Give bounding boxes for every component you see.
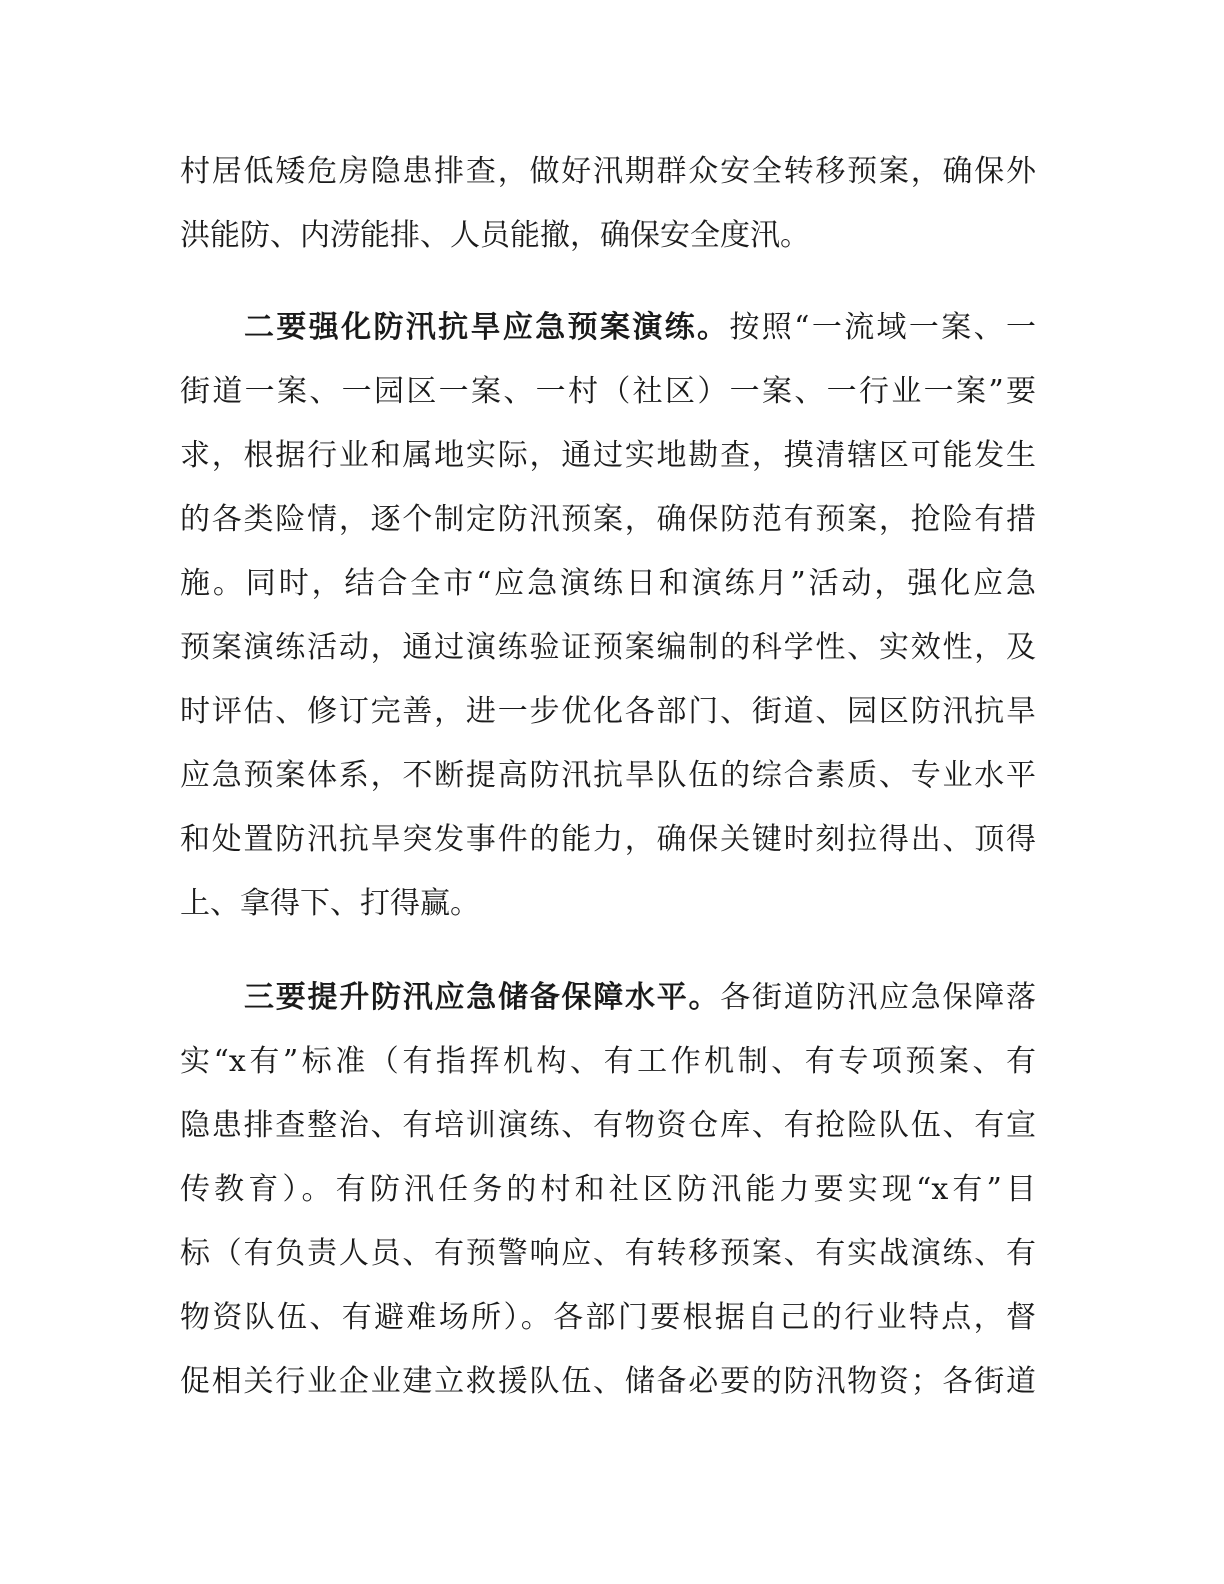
paragraph-2-line-7: 时评估、修订完善，进一步优化各部门、街道、园区防汛抗旱 — [180, 694, 1036, 729]
paragraph-2-line-5: 施。同时，结合全市“应急演练日和演练月”活动，强化应急 — [180, 566, 1036, 601]
paragraph-3-line-6: 物资队伍、有避难场所）。各部门要根据自己的行业特点，督 — [180, 1300, 1036, 1335]
paragraph-2-line-4: 的各类险情，逐个制定防汛预案，确保防范有预案，抢险有措 — [180, 502, 1036, 537]
paragraph-1-line-1: 村居低矮危房隐患排查，做好汛期群众安全转移预案，确保外 — [180, 154, 1036, 189]
paragraph-2-line-1 — [244, 308, 1036, 348]
paragraph-2-heading: 二要强化防汛抗旱应急预案演练。 — [244, 310, 730, 345]
paragraph-2-line-6: 预案演练活动，通过演练验证预案编制的科学性、实效性，及 — [180, 630, 1036, 665]
paragraph-3-line-2: 实“x有”标准（有指挥机构、有工作机制、有专项预案、有 — [180, 1044, 1036, 1079]
paragraph-2-line-9: 和处置防汛抗旱突发事件的能力，确保关键时刻拉得出、顶得 — [180, 822, 1036, 857]
paragraph-2-line-2: 街道一案、一园区一案、一村（社区）一案、一行业一案”要 — [180, 374, 1036, 409]
paragraph-3-heading: 三要提升防汛应急储备保障水平。 — [244, 980, 721, 1015]
paragraph-3-line-5: 标（有负责人员、有预警响应、有转移预案、有实战演练、有 — [180, 1236, 1036, 1271]
paragraph-3-line-1 — [244, 978, 1036, 1018]
paragraph-2-line-3: 求，根据行业和属地实际，通过实地勘查，摸清辖区可能发生 — [180, 438, 1036, 473]
paragraph-3-line-3: 隐患排查整治、有培训演练、有物资仓库、有抢险队伍、有宣 — [180, 1108, 1036, 1143]
paragraph-2-line-10: 上、拿得下、打得赢。 — [180, 886, 480, 921]
paragraph-2-line-8: 应急预案体系，不断提高防汛抗旱队伍的综合素质、专业水平 — [180, 758, 1036, 793]
paragraph-3-line-1-rest: 各街道防汛应急保障落 — [720, 980, 1036, 1015]
paragraph-1-line-2: 洪能防、内涝能排、人员能撤，确保安全度汛。 — [180, 218, 810, 253]
paragraph-2-line-1-rest: 按照“一流域一案、一 — [729, 310, 1037, 345]
paragraph-3-line-4: 传教育）。有防汛任务的村和社区防汛能力要实现“x有”目 — [180, 1172, 1036, 1207]
paragraph-3-line-7: 促相关行业企业建立救援队伍、储备必要的防汛物资；各街道 — [180, 1364, 1036, 1399]
